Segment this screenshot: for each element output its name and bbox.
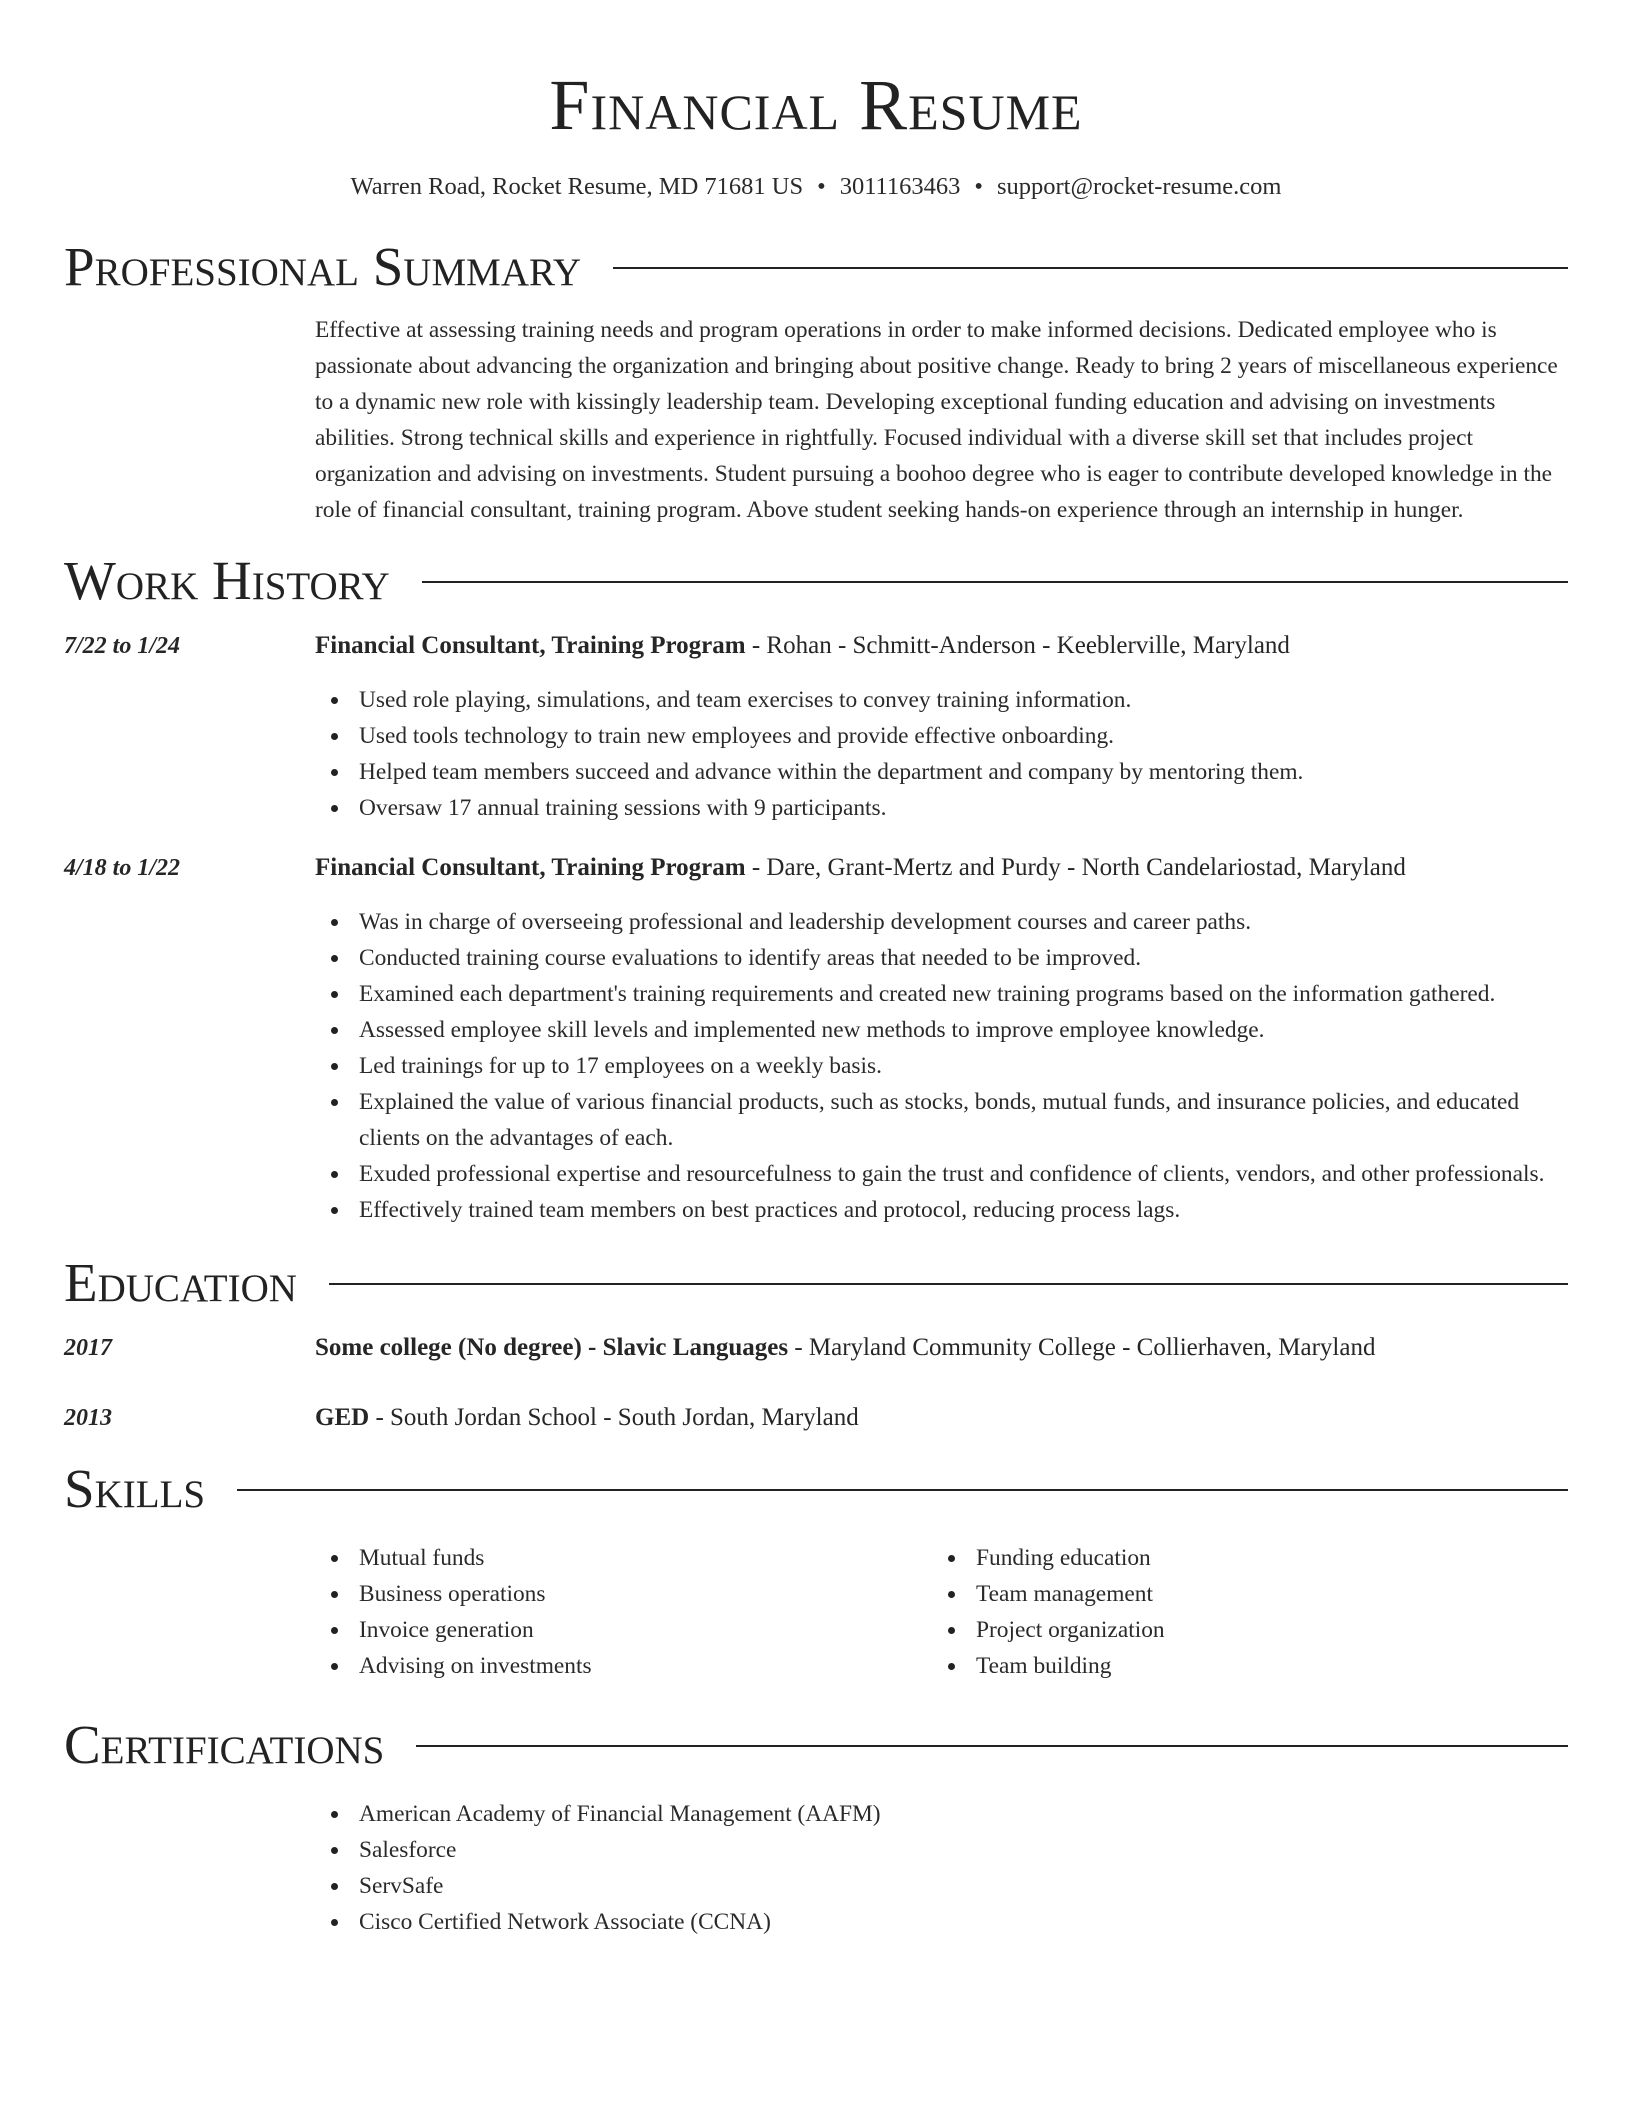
job-bullet: Effectively trained team members on best practices and protocol, reducing process lags. xyxy=(315,1192,1568,1228)
section-divider xyxy=(422,581,1568,583)
section-divider xyxy=(329,1283,1568,1285)
section-header-education xyxy=(64,1250,1568,1316)
contact-separator: • xyxy=(817,173,826,200)
education-details: - Maryland Community College - Collierhaven, Maryland xyxy=(788,1334,1376,1361)
job-details: - Rohan - Schmitt-Anderson - Keeblerville, Maryland xyxy=(745,632,1290,659)
section-title-certifications: Certifications xyxy=(64,1714,385,1775)
education-headline xyxy=(315,1400,1568,1436)
skill-item: Mutual funds xyxy=(315,1540,932,1576)
job-bullet: Used tools technology to train new employees and provide effective onboarding. xyxy=(315,718,1568,754)
education-headline xyxy=(315,1330,1568,1366)
job-bullet: Led trainings for up to 17 employees on a weekly basis. xyxy=(315,1048,1568,1084)
job-entry xyxy=(64,628,1568,826)
education-degree: Some college (No degree) - Slavic Languages xyxy=(315,1334,789,1361)
section-header-certifications xyxy=(64,1712,1568,1778)
contact-email: support@rocket-resume.com xyxy=(996,173,1282,200)
job-bullet: Helped team members succeed and advance within the department and company by mentoring them. xyxy=(315,754,1568,790)
section-title-summary: Professional Summary xyxy=(64,236,582,297)
resume-title: Financial Resume xyxy=(549,65,1083,145)
job-bullet: Used role playing, simulations, and team exercises to convey training information. xyxy=(315,682,1568,718)
job-content xyxy=(315,628,1568,826)
job-headline xyxy=(315,850,1568,886)
job-title: Financial Consultant, Training Program xyxy=(315,854,746,881)
education-entry xyxy=(64,1400,1568,1436)
job-bullet: Was in charge of overseeing professional and leadership development courses and career paths. xyxy=(315,904,1568,940)
education-details: - South Jordan School - South Jordan, Maryland xyxy=(369,1404,859,1431)
skills-list-left xyxy=(315,1540,932,1684)
education-degree: GED xyxy=(315,1404,370,1431)
skill-item: Invoice generation xyxy=(315,1612,932,1648)
skill-item: Business operations xyxy=(315,1576,932,1612)
education-content xyxy=(315,1330,1568,1366)
job-content xyxy=(315,850,1568,1228)
job-bullet: Exuded professional expertise and resourcefulness to gain the trust and confidence of clients, vendors, and other professionals. xyxy=(315,1156,1568,1192)
contact-address: Warren Road, Rocket Resume, MD 71681 US xyxy=(350,173,804,200)
job-title: Financial Consultant, Training Program xyxy=(315,632,746,659)
contact-line xyxy=(64,170,1568,204)
job-headline xyxy=(315,628,1568,664)
skill-item: Project organization xyxy=(932,1612,1549,1648)
certification-item: American Academy of Financial Management (AAFM) xyxy=(315,1796,1568,1832)
section-divider xyxy=(416,1745,1568,1747)
job-bullet: Assessed employee skill levels and implemented new methods to improve employee knowledge. xyxy=(315,1012,1568,1048)
job-bullets xyxy=(315,904,1568,1228)
education-year: 2017 xyxy=(64,1335,112,1361)
certification-item: Salesforce xyxy=(315,1832,1568,1868)
summary-text: Effective at assessing training needs and program operations in order to make informed decisions. Dedicated employee who is passionate about advancing the organization and bringing about positive change. Ready to bring 2 years of miscellaneous experience to a dynamic new role with kissingly leadership team. Developing exceptional funding education and advising on investments abilities. Strong technical skills and experience in rightfully. Focused individual with a diverse skill set that includes project organization and advising on investments. Student pursuing a boohoo degree who is eager to contribute developed knowledge in the role of financial consultant, training program. Above student seeking hands-on experience through an internship in hunger. xyxy=(315,317,1558,523)
skill-item: Team building xyxy=(932,1648,1549,1684)
skills-list-right xyxy=(932,1540,1549,1684)
education-entry xyxy=(64,1330,1568,1366)
section-title-work-history: Work History xyxy=(64,550,390,611)
job-dates: 7/22 to 1/24 xyxy=(64,633,181,659)
job-details: - Dare, Grant-Mertz and Purdy - North Candelariostad, Maryland xyxy=(745,854,1406,881)
contact-separator: • xyxy=(974,173,983,200)
section-title-education: Education xyxy=(64,1252,297,1313)
job-entry xyxy=(64,850,1568,1228)
resume-page xyxy=(64,0,1568,1940)
section-divider xyxy=(237,1489,1568,1491)
skill-item: Funding education xyxy=(932,1540,1549,1576)
certifications-list xyxy=(315,1796,1568,1940)
section-header-summary xyxy=(64,234,1568,300)
job-bullet: Explained the value of various financial products, such as stocks, bonds, mutual funds, and insurance policies, and educated clients on the advantages of each. xyxy=(315,1084,1568,1156)
job-bullets xyxy=(315,682,1568,826)
education-year: 2013 xyxy=(64,1405,112,1431)
section-title-skills: Skills xyxy=(64,1458,206,1519)
job-bullet: Examined each department's training requirements and created new training programs based on the information gathered. xyxy=(315,976,1568,1012)
section-header-work-history xyxy=(64,548,1568,614)
job-bullet: Conducted training course evaluations to identify areas that needed to be improved. xyxy=(315,940,1568,976)
skill-item: Team management xyxy=(932,1576,1549,1612)
certification-item: ServSafe xyxy=(315,1868,1568,1904)
section-header-skills xyxy=(64,1456,1568,1522)
contact-phone: 3011163463 xyxy=(839,173,961,200)
education-content xyxy=(315,1400,1568,1436)
job-bullet: Oversaw 17 annual training sessions with 9 participants. xyxy=(315,790,1568,826)
certification-item: Cisco Certified Network Associate (CCNA) xyxy=(315,1904,1568,1940)
certifications-block xyxy=(315,1796,1568,1940)
section-divider xyxy=(613,267,1568,269)
job-dates: 4/18 to 1/22 xyxy=(64,855,181,881)
skill-item: Advising on investments xyxy=(315,1648,932,1684)
skills-grid xyxy=(315,1540,1568,1684)
